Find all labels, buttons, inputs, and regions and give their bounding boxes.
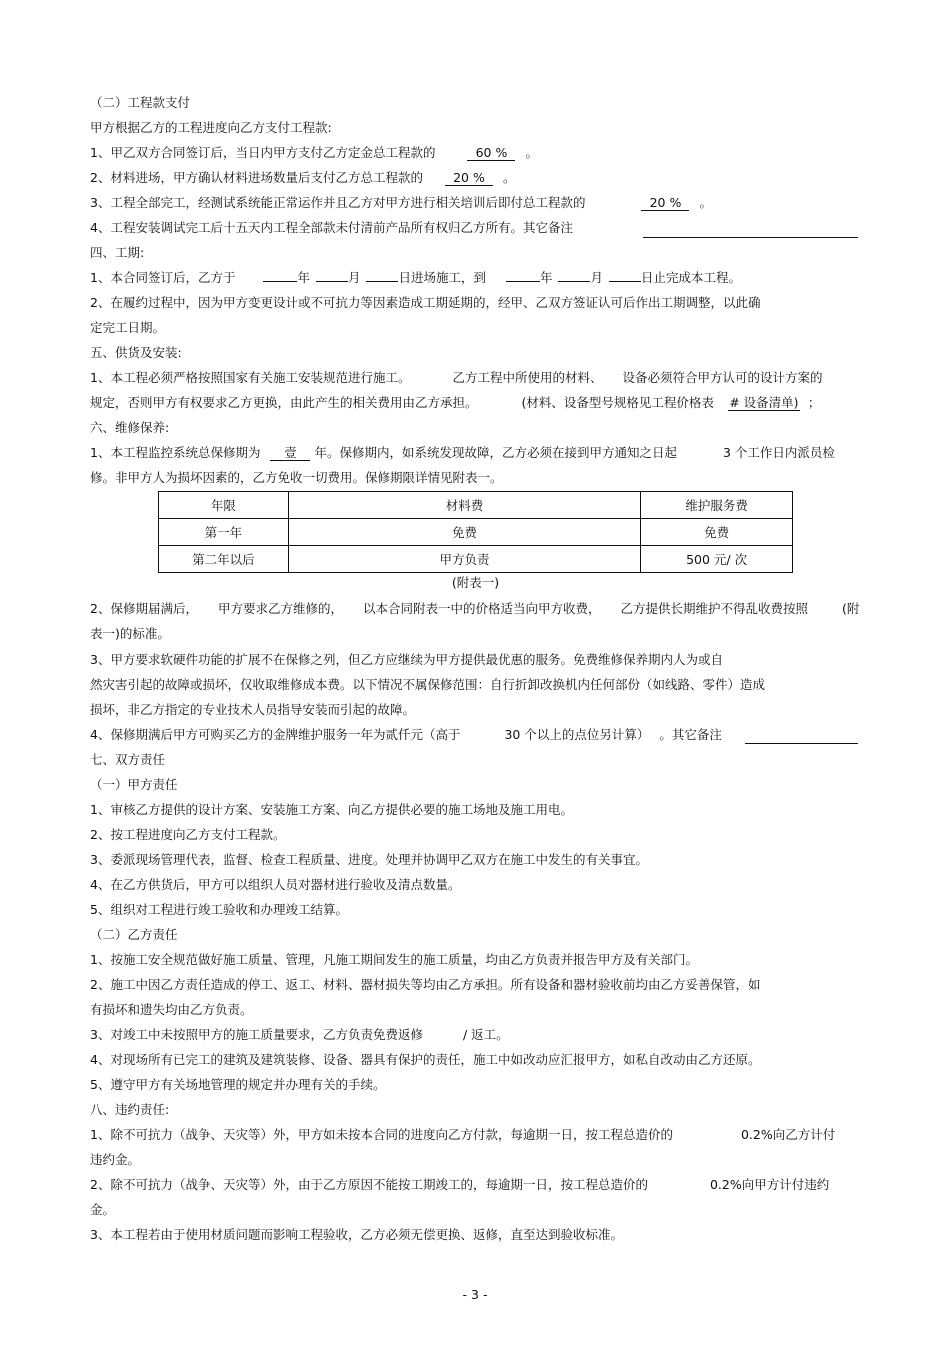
breach-item-2-line2: 金。 bbox=[90, 1202, 116, 1217]
party-a-item: 3、委派现场管理代表，监督、检查工程质量、进度。处理并协调甲乙双方在施工中发生的有关事宜。 bbox=[90, 852, 648, 867]
section-heading-schedule: 四、工期: bbox=[90, 245, 145, 260]
start-year-blank bbox=[263, 281, 297, 282]
table-header-cell: 材料费 bbox=[288, 492, 640, 519]
supply-item-1-line2: 规定，否则甲方有权要求乙方更换，由此产生的相关费用由乙方承担。 (材料、设备型号规格见工程价格表 # 设备清单) ； bbox=[90, 395, 821, 410]
table-header-cell: 年限 bbox=[159, 492, 289, 519]
end-month-blank bbox=[558, 281, 590, 282]
section-heading-payment: （二）工程款支付 bbox=[90, 95, 191, 110]
supply-item-1-line1: 1、本工程必须严格按照国家有关施工安装规范进行施工。 乙方工程中所使用的材料、 设备必须符合甲方认可的设计方案的 bbox=[90, 370, 823, 385]
party-b-item-1: 1、按施工安全规范做好施工质量、管理，凡施工期间发生的施工质量，均由乙方负责并报告甲方及有关部门。 bbox=[90, 952, 698, 967]
payment-remark-blank bbox=[643, 237, 858, 238]
end-day-blank bbox=[609, 281, 641, 282]
warranty-table bbox=[158, 491, 793, 573]
maintenance-item-2-line1: 2、保修期届满后， 甲方要求乙方维修的， 以本合同附表一中的价格适当向甲方收费， 乙方提供长期维护不得乱收费按照 (附 bbox=[90, 601, 860, 616]
party-b-item-3: 3、对竣工中未按照甲方的施工质量要求，乙方负责免费返修 / 返工。 bbox=[90, 1027, 509, 1042]
maintenance-remark-blank bbox=[745, 743, 858, 744]
section-heading-breach: 八、违约责任: bbox=[90, 1102, 170, 1117]
maintenance-item-1-line1: 1、本工程监控系统总保修期为 壹 年。保修期内，如系统发现故障，乙方必须在接到甲方通知之日起 3 个工作日内派员检 bbox=[90, 445, 835, 460]
party-b-item-4: 4、对现场所有已完工的建筑及建筑装修、设备、器具有保护的责任，施工中如改动应汇报甲方，如私自改动由乙方还原。 bbox=[90, 1052, 761, 1067]
party-b-item-2-line2: 有损坏和遗失均由乙方负责。 bbox=[90, 1002, 253, 1017]
equipment-list-field: # 设备清单) bbox=[729, 395, 799, 410]
maintenance-item-3-line1: 3、甲方要求软硬件功能的扩展不在保修之列，但乙方应继续为甲方提供最优惠的服务。免费维修保养期内人为或自 bbox=[90, 652, 723, 667]
maintenance-item-3-line3: 损坏，非乙方指定的专业技术人员指导安装而引起的故障。 bbox=[90, 702, 416, 717]
breach-item-2-line1: 2、除不可抗力（战争、天灾等）外，由于乙方原因不能按工期竣工的，每逾期一日，按工程总造价的 0.2%向甲方计付违约 bbox=[90, 1177, 830, 1192]
payment-item-2: 2、材料进场，甲方确认材料进场数量后支付乙方总工程款的 20 % 。 bbox=[90, 170, 516, 185]
material-percent-field: 20 % bbox=[445, 170, 493, 186]
table-header-row bbox=[159, 492, 793, 519]
table-cell: 500 元/ 次 bbox=[641, 546, 793, 573]
party-a-item: 2、按工程进度向乙方支付工程款。 bbox=[90, 827, 286, 842]
table-cell: 第一年 bbox=[159, 519, 289, 546]
table-header-cell: 维护服务费 bbox=[641, 492, 793, 519]
table-cell: 免费 bbox=[641, 519, 793, 546]
schedule-item-1: 1、本合同签订后，乙方于 年 月 日进场施工，到 年 月 日止完成本工程。 bbox=[90, 270, 741, 285]
table-cell: 免费 bbox=[288, 519, 640, 546]
party-a-item: 4、在乙方供货后，甲方可以组织人员对器材进行验收及清点数量。 bbox=[90, 877, 461, 892]
payment-item-1: 1、甲乙双方合同签订后，当日内甲方支付乙方定金总工程款的 60 % 。 bbox=[90, 145, 538, 160]
table-cell: 第二年以后 bbox=[159, 546, 289, 573]
table-row bbox=[159, 519, 793, 546]
maintenance-item-4: 4、保修期满后甲方可购买乙方的金牌维护服务一年为贰仟元（高于 30 个以上的点位另计算） 。其它备注 bbox=[90, 727, 722, 742]
section-heading-maintenance: 六、维修保养: bbox=[90, 420, 170, 435]
party-b-heading: （二）乙方责任 bbox=[90, 927, 178, 942]
schedule-item-2-line2: 定完工日期。 bbox=[90, 320, 166, 335]
breach-item-1-line1: 1、除不可抗力（战争、天灾等）外，甲方如未按本合同的进度向乙方付款，每逾期一日，按工程总造价的 0.2%向乙方计付 bbox=[90, 1127, 836, 1142]
payment-item-3: 3、工程全部完工，经测试系统能正常运作并且乙方对甲方进行相关培训后即付总工程款的 20 % 。 bbox=[90, 195, 712, 210]
schedule-item-2-line1: 2、在履约过程中，因为甲方变更设计或不可抗力等因素造成工期延期的，经甲、乙双方签证认可后作出工期调整，以此确 bbox=[90, 295, 761, 310]
completion-percent-field: 20 % bbox=[641, 195, 689, 211]
party-a-item: 5、组织对工程进行竣工验收和办理竣工结算。 bbox=[90, 902, 348, 917]
table-cell: 甲方负责 bbox=[288, 546, 640, 573]
maintenance-item-1-line2: 修。非甲方人为损坏因素的，乙方免收一切费用。保修期限详情见附表一。 bbox=[90, 470, 503, 485]
payment-intro: 甲方根据乙方的工程进度向乙方支付工程款: bbox=[90, 120, 332, 135]
maintenance-item-3-line2: 然灾害引起的故障或损坏，仅收取维修成本费。以下情况不属保修范围：自行折卸改换机内任何部份（如线路、零件）造成 bbox=[90, 677, 766, 692]
party-a-heading: （一）甲方责任 bbox=[90, 777, 178, 792]
payment-item-4: 4、工程安装调试完工后十五天内工程全部款未付清前产品所有权归乙方所有。其它备注 bbox=[90, 220, 573, 235]
section-heading-responsibility: 七、双方责任 bbox=[90, 752, 166, 767]
warranty-years-field: 壹 bbox=[270, 445, 310, 461]
section-heading-supply: 五、供货及安装: bbox=[90, 345, 182, 360]
start-day-blank bbox=[366, 281, 398, 282]
breach-item-3: 3、本工程若由于使用材质问题而影响工程验收，乙方必须无偿更换、返修，直至达到验收标准。 bbox=[90, 1227, 623, 1242]
party-b-item-5: 5、遵守甲方有关场地管理的规定并办理有关的手续。 bbox=[90, 1077, 386, 1092]
party-b-item-2-line1: 2、施工中因乙方责任造成的停工、返工、材料、器材损失等均由乙方承担。所有设备和器材验收前均由乙方妥善保管，如 bbox=[90, 977, 761, 992]
breach-item-1-line2: 违约金。 bbox=[90, 1152, 141, 1167]
maintenance-item-2-line2: 表一)的标准。 bbox=[90, 626, 170, 641]
table-row bbox=[159, 546, 793, 573]
table-caption: (附表一) bbox=[451, 575, 500, 590]
deposit-percent-field: 60 % bbox=[467, 145, 515, 161]
start-month-blank bbox=[316, 281, 348, 282]
end-year-blank bbox=[506, 281, 540, 282]
party-a-item: 1、审核乙方提供的设计方案、安装施工方案、向乙方提供必要的施工场地及施工用电。 bbox=[90, 802, 573, 817]
page-number: - 3 - bbox=[462, 1287, 488, 1302]
